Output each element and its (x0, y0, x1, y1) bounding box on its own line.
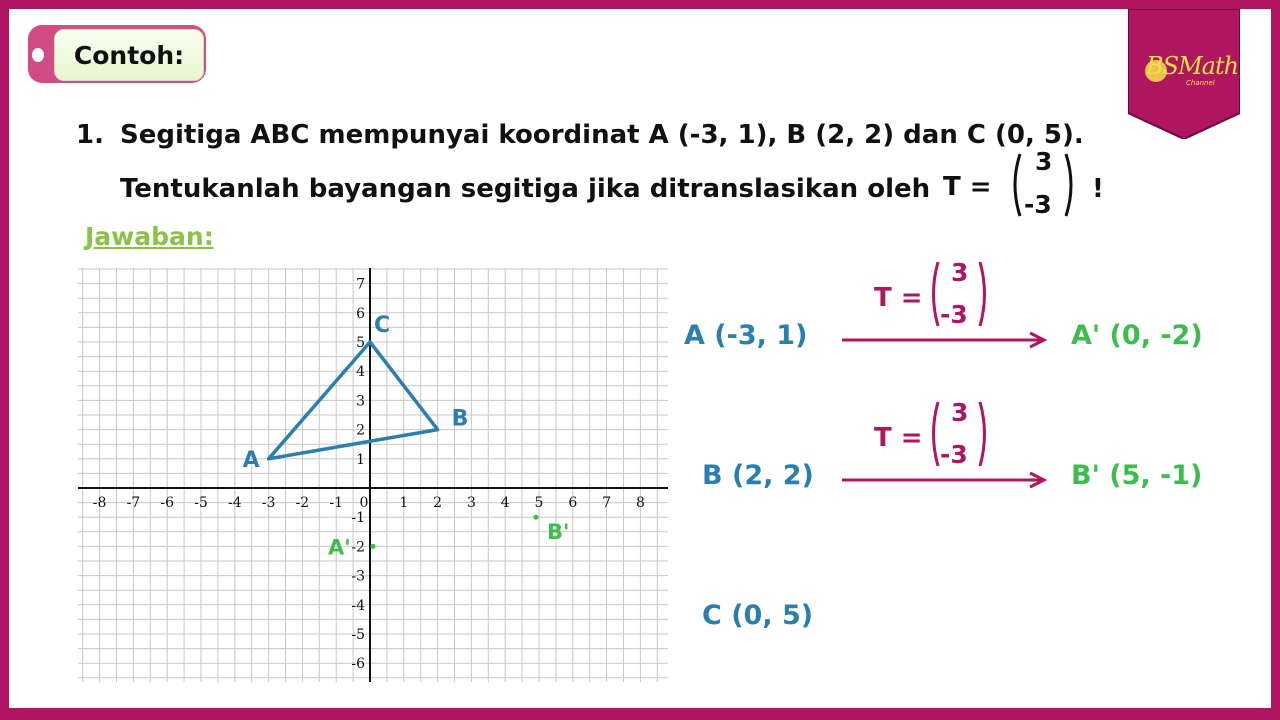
question-exclaim: ! (1092, 174, 1104, 204)
y-tick-label: 6 (356, 305, 365, 322)
question-line-2: Tentukanlah bayangan segitiga jika ditranslasikan oleh (120, 174, 931, 204)
mapping-b-to: B' (5, -1) (1071, 460, 1203, 491)
x-tick-label: -5 (194, 495, 208, 511)
x-tick-label: -2 (295, 495, 310, 511)
x-tick-label: -7 (126, 495, 141, 511)
x-tick-label: 5 (534, 495, 544, 511)
y-tick-label: 1 (356, 451, 365, 468)
y-tick-label: 2 (356, 422, 365, 439)
question-matrix-top: 3 (1035, 147, 1053, 176)
x-tick-label: -1 (329, 495, 344, 511)
x-tick-label: 6 (568, 495, 578, 511)
mapping-a-t-label: T = (874, 283, 923, 313)
coordinate-graph (78, 268, 668, 682)
question-line-1: Segitiga ABC mempunyai koordinat A (-3, 1), B (2, 2) dan C (0, 5). (120, 120, 1084, 150)
x-tick-label: 0 (359, 495, 369, 511)
y-tick-label: -4 (351, 597, 365, 614)
y-tick-label: -5 (351, 627, 365, 643)
y-tick-label: -6 (351, 656, 365, 673)
vertex-label-c: C (374, 313, 391, 338)
logo-subtext: Channel (1186, 79, 1215, 87)
question-number: 1. (76, 120, 104, 150)
y-tick-label: -1 (351, 510, 365, 527)
mapping-b-from: B (2, 2) (702, 460, 814, 491)
mapping-b-matrix-top: 3 (951, 398, 969, 427)
x-tick-label: 1 (399, 495, 409, 511)
y-tick-label: 4 (356, 364, 365, 381)
x-tick-label: -4 (227, 495, 242, 511)
x-tick-label: -6 (160, 495, 175, 511)
x-tick-label: -8 (92, 495, 107, 511)
mapping-b-t-label: T = (874, 423, 923, 453)
y-tick-label: 7 (356, 276, 365, 293)
question-matrix-bottom: -3 (1024, 190, 1052, 219)
mapping-a-matrix-bottom: -3 (940, 300, 968, 329)
header-tab-dot (32, 48, 44, 62)
image-point (534, 515, 539, 520)
x-tick-label: 3 (466, 495, 476, 511)
mapping-a-to: A' (0, -2) (1071, 320, 1203, 351)
mapping-b-arrow (842, 470, 1052, 490)
mapping-a-from: A (-3, 1) (684, 320, 808, 351)
y-tick-label: -2 (351, 539, 365, 556)
x-tick-label: 8 (635, 495, 645, 511)
answer-label: Jawaban: (85, 222, 214, 251)
vertex-label-b: B (451, 406, 469, 432)
vertex-label-a: A (242, 447, 260, 473)
mapping-b-matrix-bottom: -3 (940, 440, 968, 469)
logo-text: BSMath (1146, 52, 1239, 80)
x-tick-label: 2 (433, 495, 443, 511)
image-point-label: A' (328, 535, 351, 560)
y-tick-label: 3 (356, 393, 365, 410)
y-tick-label: 5 (356, 335, 365, 351)
image-point (371, 544, 376, 549)
question-translation-label: T = (943, 172, 992, 202)
x-tick-label: 4 (500, 495, 510, 511)
x-tick-label: -3 (261, 495, 276, 511)
mapping-a-matrix-top: 3 (951, 258, 969, 287)
mapping-c-from: C (0, 5) (702, 600, 814, 631)
image-point-label: B' (547, 520, 570, 545)
y-tick-label: -3 (351, 568, 365, 585)
mapping-a-arrow (842, 330, 1052, 350)
header-label: Contoh: (54, 29, 204, 81)
x-tick-label: 7 (602, 495, 612, 511)
